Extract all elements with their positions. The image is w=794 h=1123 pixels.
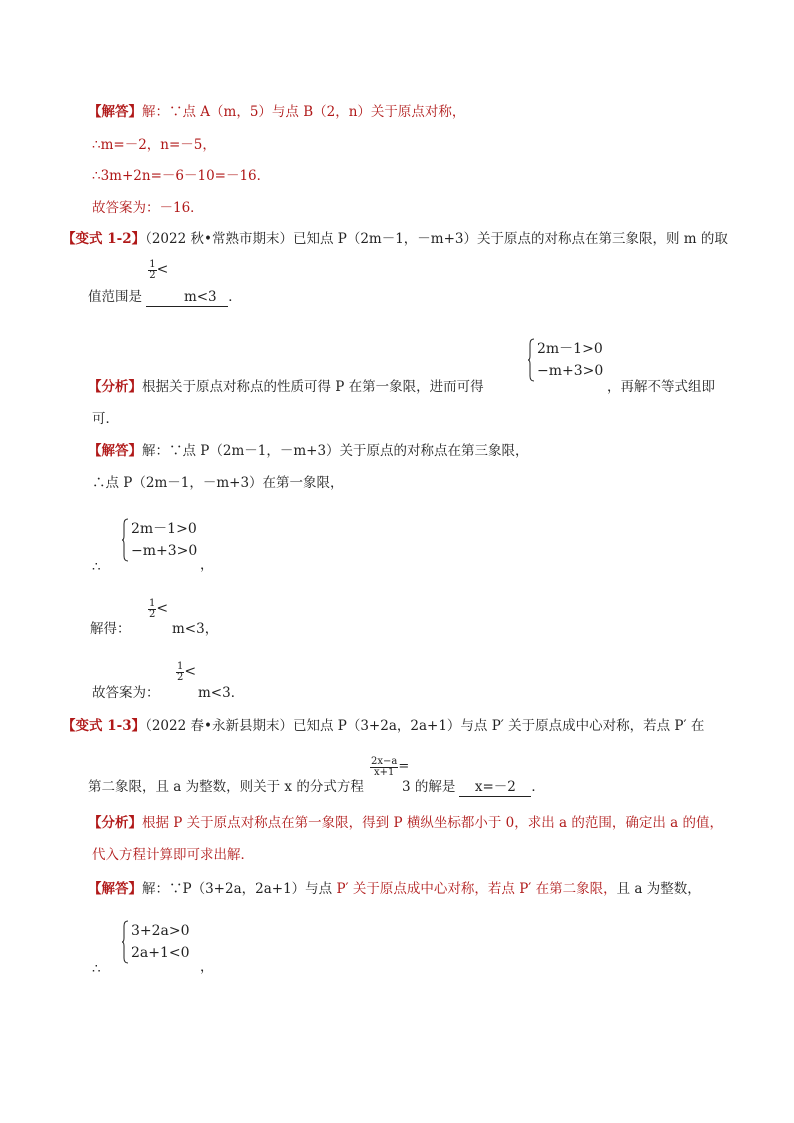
- answer-tag: 【解答】: [88, 104, 142, 120]
- fraction-half: $\frac{1}{2}$ <: [149, 598, 169, 620]
- variant-1-2-question: [62, 230, 728, 248]
- inequality-system-3: 3+2a>0 2a+1<0: [122, 920, 212, 964]
- variant-1-3-continuation: 第二象限，且 a 为整数，则关于 x 的分式方程: [88, 779, 364, 795]
- analysis-line-1: 【分析】根据关于原点对称点的性质可得 P 在第一象限，进而可得: [88, 379, 484, 395]
- fraction-half: $\frac{1}{2}$ <: [149, 259, 169, 281]
- answer-2-line-2: ∴点 P（2m－1，－m+3）在第一象限，: [92, 475, 344, 491]
- analysis-line-1-tail: ，再解不等式组即: [607, 379, 715, 395]
- answer-line-1: [88, 103, 465, 121]
- variant-1-3-continuation-b: 3 的解是 x=－2 ．: [402, 779, 545, 795]
- answer-line-2: ∴m=－2，n=－5，: [92, 137, 216, 153]
- fraction-equation: $\frac{2x-a}{x+1}$ =: [371, 756, 410, 778]
- fraction-half: $\frac{1}{2}$ <: [177, 661, 197, 683]
- solve-label: 解得：: [90, 621, 131, 637]
- final-answer-value: m<3．: [198, 685, 245, 701]
- solve-result: m<3，: [172, 621, 219, 637]
- answer-line-3: ∴3m+2n=－6－10=－16．: [92, 168, 271, 184]
- analysis-3-line-2: 代入方程计算即可求出解．: [92, 847, 254, 863]
- brace-icon: [122, 920, 128, 964]
- answer-blank: $\frac{1}{2}$ < m<3: [146, 288, 228, 307]
- therefore-symbol: ∴: [92, 559, 101, 575]
- therefore-symbol: ∴: [92, 961, 101, 977]
- range-label: 值范围是: [88, 289, 142, 305]
- inequality-system-2: 2m－1>0 −m+3>0: [122, 518, 212, 562]
- comma: ，: [200, 959, 214, 975]
- variant-1-2-continuation: 值范围是 $\frac{1}{2}$ < m<3 ．: [88, 259, 242, 305]
- brace-icon: [528, 338, 534, 382]
- analysis-line-2: 可．: [92, 411, 119, 427]
- answer-text: 解：∵点 A（m，5）与点 B（2，n）关于原点对称，: [142, 104, 466, 120]
- variant-text: （2022 秋•常熟市期末）已知点 P（2m－1，－m+3）关于原点的对称点在第三象限，则 m 的取: [145, 231, 728, 247]
- answer-2-line-1: 【解答】解：∵点 P（2m－1，－m+3）关于原点的对称点在第三象限，: [88, 443, 529, 459]
- inequality-system-1: 2m－1>0 −m+3>0: [528, 338, 618, 382]
- answer-blank: x=－2: [459, 778, 531, 797]
- final-answer-label: 故答案为：: [92, 685, 160, 701]
- brace-icon: [122, 518, 128, 562]
- comma: ，: [200, 557, 214, 573]
- answer-line-4: 故答案为：－16．: [92, 200, 204, 216]
- answer-3-line-1: 【解答】解：∵P（3+2a，2a+1）与点 P′ 关于原点成中心对称，若点 P′ 在第二象限，且 a 为整数，: [88, 881, 701, 897]
- variant-tag: 【变式 1-2】: [62, 231, 146, 247]
- analysis-3-line-1: 【分析】根据 P 关于原点对称点在第一象限，得到 P 横纵坐标都小于 0，求出 a 的范围，确定出 a 的值，: [88, 815, 723, 831]
- variant-1-3-question: 【变式 1-3】（2022 春•永新县期末）已知点 P（3+2a，2a+1）与点 P′ 关于原点成中心对称，若点 P′ 在: [62, 718, 705, 734]
